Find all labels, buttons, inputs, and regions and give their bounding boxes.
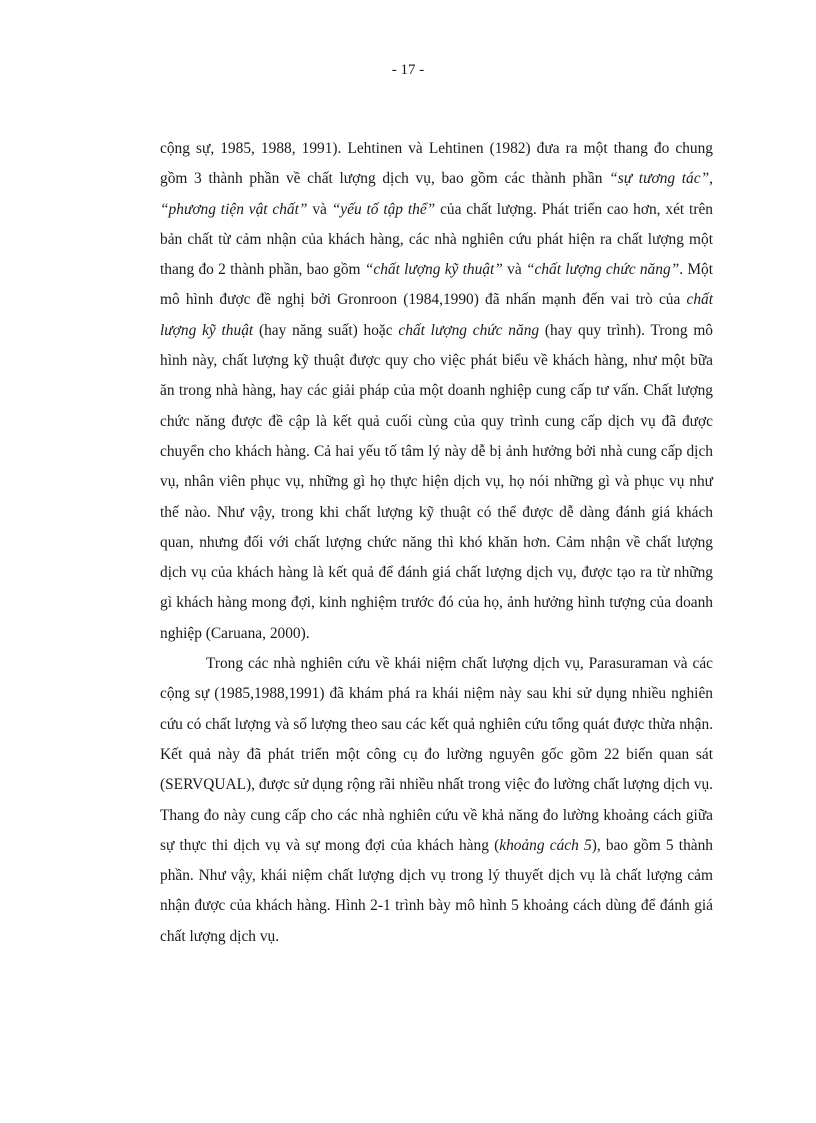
text-run: (hay quy trình). Trong mô hình này, chất lượng kỹ thuật được quy cho việc phát biểu về khách hàng, như một bữa ăn trong nhà hàng, hay các giải pháp của một doanh nghiệp cung cấp tư vấn. Chất lượng chức năng được đề cập là kết quả cuối cùng của quy trình cung cấp dịch vụ đã được chuyển cho khách hàng. Cả hai yếu tố tâm lý này dễ bị ảnh hưởng bởi nhà cung cấp dịch vụ, nhân viên phục vụ, những gì họ thực hiện dịch vụ, họ nói những gì và phục vụ như thế nào. Như vậy, trong khi chất lượng kỹ thuật có thể được dễ dàng đánh giá khách quan, nhưng đối với chất lượng chức năng thì khó khăn hơn. Cảm nhận về chất lượng dịch vụ của khách hàng là kết quả để đánh giá chất lượng dịch vụ, được tạo ra từ những gì khách hàng mong đợi, kinh nghiệm trước đó của họ, ảnh hưởng hình tượng của doanh nghiệp (Caruana, 2000). <box>160 321 713 642</box>
text-run: cộng sự, 1985, 1988, 1991). Lehtinen và Lehtinen (1982) đưa ra một thang đo chung gồm 3 thành phần về chất lượng dịch vụ, bao gồm các thành phần <box>160 140 713 188</box>
body-text <box>160 134 713 952</box>
text-run: , <box>709 170 714 188</box>
text-run: và <box>307 200 332 218</box>
text-run: ), bao gồm 5 thành phần. Như vậy, khái niệm chất lượng dịch vụ trong lý thuyết dịch vụ là chất lượng cảm nhận được của khách hàng. Hình 2-1 trình bày mô hình 5 khoảng cách dùng để đánh giá chất lượng dịch vụ. <box>160 836 713 945</box>
italic-text: “chất lượng kỹ thuật” <box>364 261 503 279</box>
text-run: (hay năng suất) hoặc <box>253 321 399 339</box>
text-run: . Một mô hình được đề nghị bởi Gronroon (1984,1990) đã nhấn mạnh đến vai trò của <box>160 261 713 309</box>
text-run: của chất lượng. Phát triển cao hơn, xét trên bản chất từ cảm nhận của khách hàng, các nhà nghiên cứu phát hiện ra chất lượng một thang đo 2 thành phần, bao gồm <box>160 200 713 279</box>
italic-text: “chất lượng chức năng” <box>525 261 680 279</box>
paragraph-2 <box>160 649 713 952</box>
page-number: - 17 - <box>391 62 425 78</box>
italic-text: chất lượng kỹ thuật <box>160 291 713 339</box>
italic-text: “sự tương tác” <box>609 170 710 188</box>
text-run: và <box>502 261 526 279</box>
italic-text: “phương tiện vật chất” <box>160 200 308 218</box>
italic-text: “yếu tố tập thể” <box>331 200 436 218</box>
italic-text: khoảng cách 5 <box>499 836 592 854</box>
text-run: Trong các nhà nghiên cứu về khái niệm chất lượng dịch vụ, Parasuraman và các cộng sự (1985,1988,1991) đã khám phá ra khái niệm này sau khi sử dụng nhiều nghiên cứu có chất lượng và số lượng theo sau các kết quả nghiên cứu tổng quát được thừa nhận. Kết quả này đã phát triển một công cụ đo lường nguyên gốc gồm 22 biến quan sát (SERVQUAL), được sử dụng rộng rãi nhiều nhất trong việc đo lường chất lượng dịch vụ. Thang đo này cung cấp cho các nhà nghiên cứu về khả năng đo lường khoảng cách giữa sự thực thi dịch vụ và sự mong đợi của khách hàng ( <box>160 655 713 854</box>
italic-text: chất lượng chức năng <box>398 321 540 339</box>
paragraph-1 <box>160 134 713 649</box>
